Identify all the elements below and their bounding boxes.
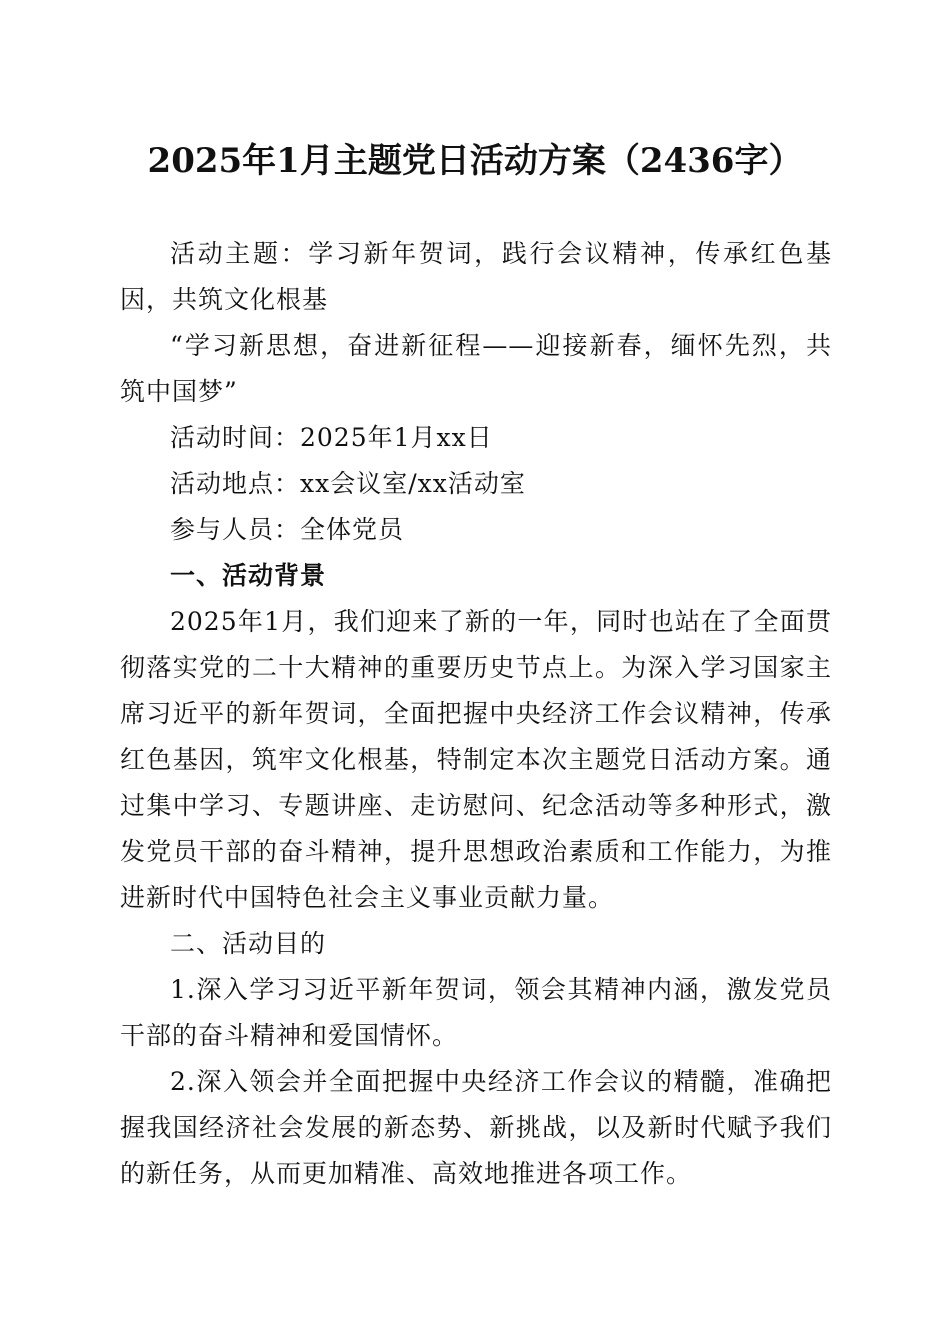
paragraph-goal-1: 1.深入学习习近平新年贺词，领会其精神内涵，激发党员干部的奋斗精神和爱国情怀。 [120,975,832,1050]
section-heading-purpose: 二、活动目的 [170,929,327,958]
paragraph-participants: 参与人员：全体党员 [170,515,405,544]
section-heading-background: 一、活动背景 [170,561,327,590]
paragraph-theme: 活动主题：学习新年贺词，践行会议精神，传承红色基因，共筑文化根基 [120,239,832,314]
document-body [120,231,832,1197]
paragraph-background: 2025年1月，我们迎来了新的一年，同时也站在了全面贯彻落实党的二十大精神的重要历史节点上。为深入学习国家主席习近平的新年贺词，全面把握中央经济工作会议精神，传承红色基因，筑牢文化根基，特制定本次主题党日活动方案。通过集中学习、专题讲座、走访慰问、纪念活动等多种形式，激发党员干部的奋斗精神，提升思想政治素质和工作能力，为推进新时代中国特色社会主义事业贡献力量。 [120,607,832,912]
paragraph-place: 活动地点：xx会议室/xx活动室 [170,469,526,498]
paragraph-goal-2: 2.深入领会并全面把握中央经济工作会议的精髓，准确把握我国经济社会发展的新态势、新挑战，以及新时代赋予我们的新任务，从而更加精准、高效地推进各项工作。 [120,1067,832,1188]
document-title: 2025年1月主题党日活动方案（2436字） [147,141,803,181]
paragraph-slogan: “学习新思想，奋进新征程——迎接新春，缅怀先烈，共筑中国梦” [120,331,832,406]
paragraph-time: 活动时间：2025年1月xx日 [170,423,493,452]
